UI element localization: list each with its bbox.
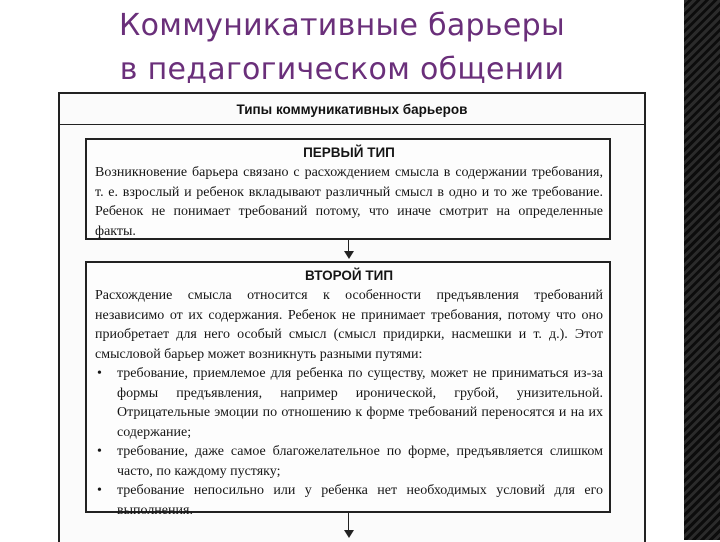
type2-bullet-list [95,364,603,520]
bullet-icon: • [97,366,102,381]
bullet-text: требование, приемлемое для ребенка по существу, может не приниматься из-за формы предъявления, например иронической, грубой, унизительной. Отрицательные эмоции по отношению к форме требований переносятся и на их содержание; [117,366,603,440]
slide-title-line-1: Коммуникативные барьеры [119,8,565,43]
figure-header: Типы коммуникативных барьеров [236,102,468,117]
slide-title-line-2: в педагогическом общении [119,52,565,87]
list-item [97,442,603,481]
list-item [97,364,603,442]
decorative-side-strip [684,0,720,540]
bullet-icon: • [97,483,102,498]
bullet-icon: • [97,444,102,459]
list-item [97,481,603,520]
type2-intro: Расхождение смысла относится к особенности предъявления требований независимо от их содержания. Ребенок не принимает требования, потому что оно приобретает для него особый смысл (смысл придирки, насмешки и т. д.). Этот смысловой барьер может возникнуть разными путями: [95,288,603,362]
bullet-text: требование, даже самое благожелательное по форме, предъявляется слишком часто, по каждому пустяку; [117,444,603,479]
arrow-head-1-icon [344,251,354,259]
type1-title: ПЕРВЫЙ ТИП [303,145,395,160]
type1-text: Возникновение барьера связано с расхождением смысла в содержании требования, т. е. взрослый и ребенок вкладывают различный смысл в одно и то же требование. Ребенок не понимает требований потому, что иначе смотрит на определенные факты. [95,165,603,239]
slide-title [0,4,684,92]
arrow-head-2-icon [344,530,354,538]
type1-box [85,138,611,240]
header-divider [60,124,644,125]
down-arrow-2 [348,513,349,531]
type2-title: ВТОРОЙ ТИП [304,268,394,283]
type2-box [85,261,611,518]
bullet-text: требование непосильно или у ребенка нет необходимых условий для его выполнения. [117,483,603,518]
scanned-figure [58,92,646,542]
